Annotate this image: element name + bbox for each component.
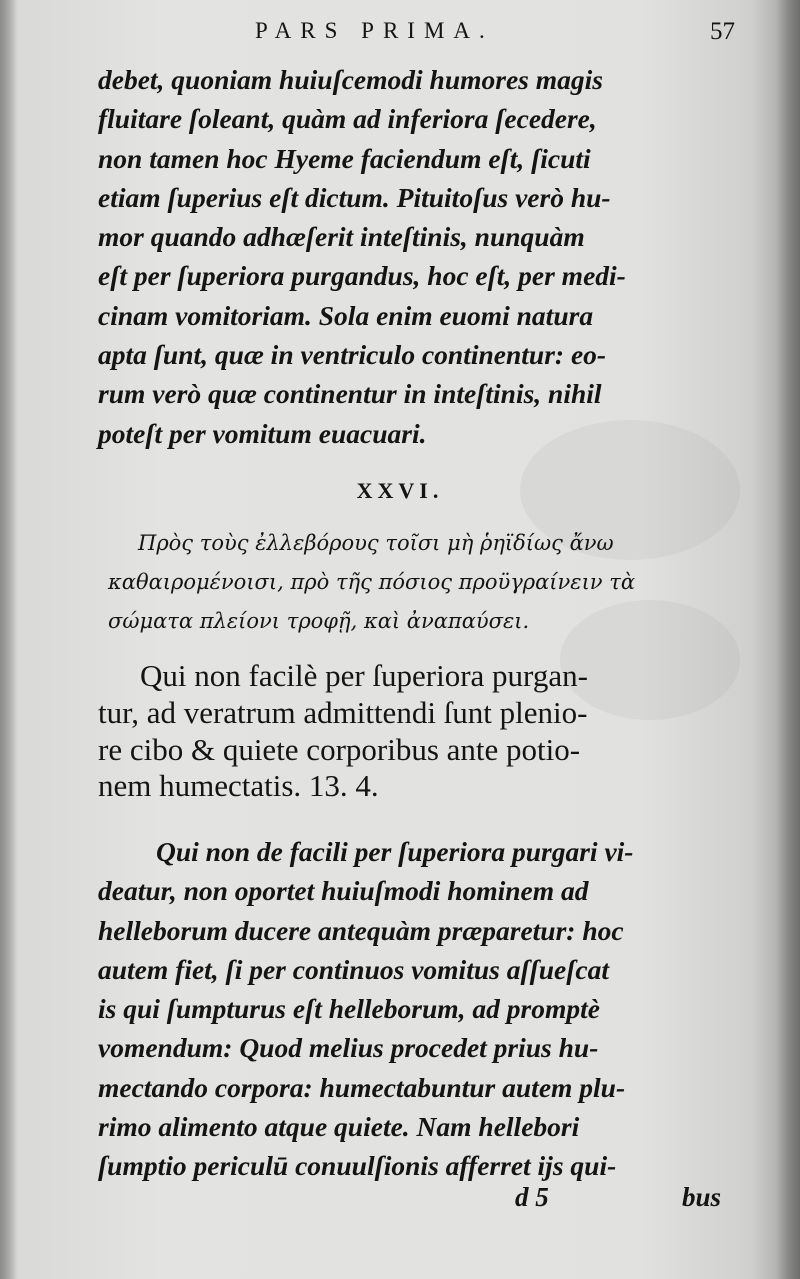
text-line: apta ſunt, quæ in ventriculo continentur: eo- [98,339,607,371]
text-line: cinam vomitoriam. Sola enim euomi natura [98,299,594,331]
page-header [255,18,735,54]
text-line: eſt per ſuperiora purgandus, hoc eſt, per medi- [98,260,626,292]
text-line: etiam ſuperius eſt dictum. Pituitoſus verò hu- [98,181,611,213]
signature-mark: d 5 [515,1182,549,1212]
greek-line: σώματα πλείονι τροφῇ, καὶ ἀναπαύσει. [108,609,530,633]
commentary-top [98,60,738,453]
text-line: autem fiet, ſi per continuos vomitus aſſueſcat [98,953,610,985]
page-footer [0,1182,800,1222]
page-number: 57 [710,18,735,45]
text-line: fluitare ſoleant, quàm ad inferiora ſecedere, [98,103,597,135]
text-line: ſumptio periculū conuulſionis afferret ijs qui- [98,1150,617,1182]
catchword: bus [682,1182,722,1212]
text-line: vomendum: Quod melius procedet prius hu- [98,1032,599,1064]
text-line: mor quando adhæſerit inteſtinis, nunquàm [98,221,585,253]
running-head: PARS PRIMA. [255,18,494,43]
text-line: is qui ſumpturus eſt helleborum, ad promptè [98,993,600,1025]
greek-line: Πρὸς τοὺς ἐλλεβόρους τοῖσι μὴ ῥηϊδίως ἄνω [138,531,614,555]
text-line: debet, quoniam huiuſcemodi humores magis [98,64,603,95]
latin-aphorism [98,658,740,805]
greek-aphorism [108,524,748,641]
page-edge-shadow [776,0,800,1279]
text-line: poteſt per vomitum euacuari. [98,417,427,449]
aphorism-line: tur, ad veratrum admittendi ſunt plenio- [98,694,588,730]
text-line: rum verò quæ continentur in inteſtinis, nihil [98,378,602,410]
commentary-bottom [98,832,738,1186]
aphorism-line: re cibo & quiete corporibus ante potio- [98,731,581,767]
section-number: XXVI. [356,478,444,503]
greek-line: καθαιρομένοισι, πρὸ τῆς πόσιος προϋγραίνειν τὰ [108,570,636,594]
gutter-shadow [0,0,18,1279]
text-line: deatur, non oportet huiuſmodi hominem ad [98,875,589,907]
text-line: helleborum ducere antequàm præparetur: hoc [98,914,624,946]
text-line: mectando corpora: humectabuntur autem plu- [98,1071,626,1103]
text-line: rimo alimento atque quiete. Nam hellebori [98,1111,580,1143]
aphorism-line: Qui non facilè per ſuperiora purgan- [140,658,588,693]
text-line: Qui non de facili per ſuperiora purgari vi- [156,836,634,867]
aphorism-line: nem humectatis. 13. 4. [98,768,379,804]
text-line: non tamen hoc Hyeme faciendum eſt, ſicuti [98,142,591,174]
